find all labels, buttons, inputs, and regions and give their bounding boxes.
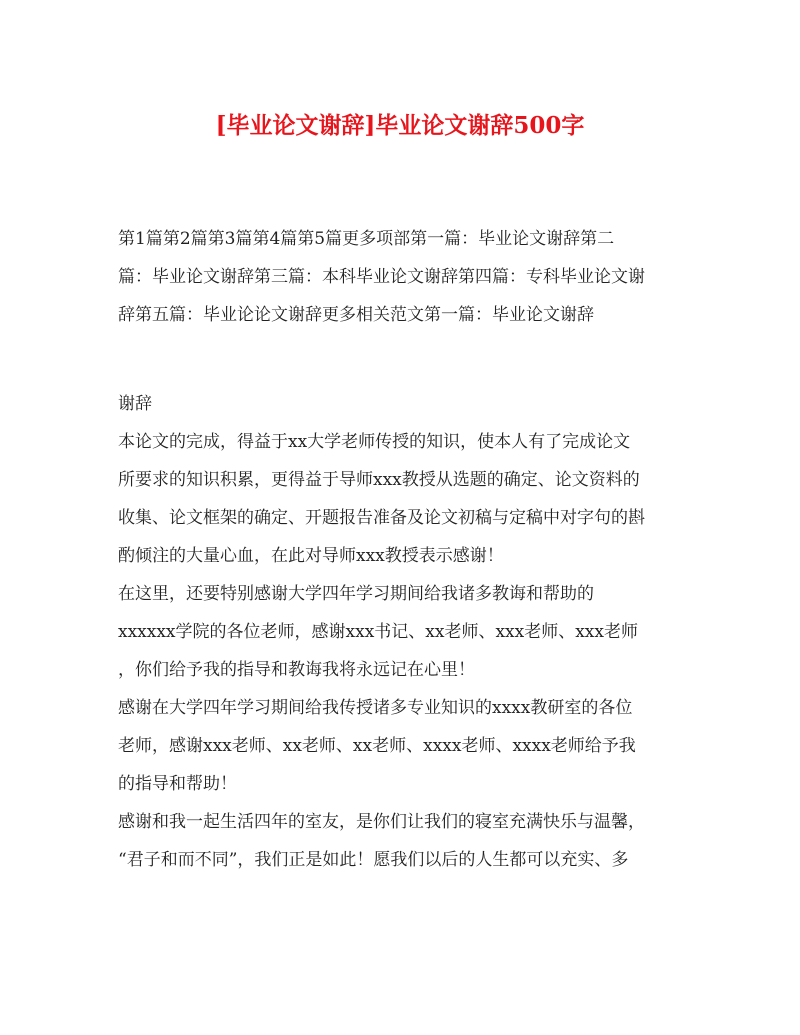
body-line: 感谢在大学四年学习期间给我传授诸多专业知识的xxxx教研室的各位 [118,698,633,718]
body-line: 在这里，还要特别感谢大学四年学习期间给我诸多教诲和帮助的 [118,584,594,604]
body-text [118,385,688,879]
body-line: “君子和而不同”，我们正是如此！愿我们以后的人生都可以充实、多 [118,850,629,870]
body-line: 所要求的知识积累，更得益于导师xxx教授从选题的确定、论文资料的 [118,470,640,490]
body-line: xxxxxx学院的各位老师，感谢xxx书记、xx老师、xxx老师、xxx老师 [118,622,638,642]
toc-paragraph [118,220,688,334]
body-line: 酌倾注的大量心血，在此对导师xxx教授表示感谢！ [118,546,504,566]
body-line: 感谢和我一起生活四年的室友，是你们让我们的寝室充满快乐与温馨， [118,812,645,832]
document-title: [毕业论文谢辞]毕业论文谢辞500字 [215,112,585,139]
toc-line: 篇：毕业论文谢辞第三篇：本科毕业论文谢辞第四篇：专科毕业论文谢 [118,267,645,287]
body-line: 收集、论文框架的确定、开题报告准备及论文初稿与定稿中对字句的斟 [118,508,645,528]
body-line: 老师，感谢xxx老师、xx老师、xx老师、xxxx老师、xxxx老师给予我 [118,736,636,756]
body-line: 的指导和帮助！ [118,774,237,794]
body-line: 本论文的完成，得益于xx大学老师传授的知识，使本人有了完成论文 [118,432,631,452]
toc-line: 辞第五篇：毕业论论文谢辞更多相关范文第一篇：毕业论文谢辞 [118,305,594,325]
section-heading: 谢辞 [118,394,152,414]
toc-line: 第1篇第2篇第3篇第4篇第5篇更多项部第一篇：毕业论文谢辞第二 [118,229,615,249]
body-line: ，你们给予我的指导和教诲我将永远记在心里！ [118,660,475,680]
